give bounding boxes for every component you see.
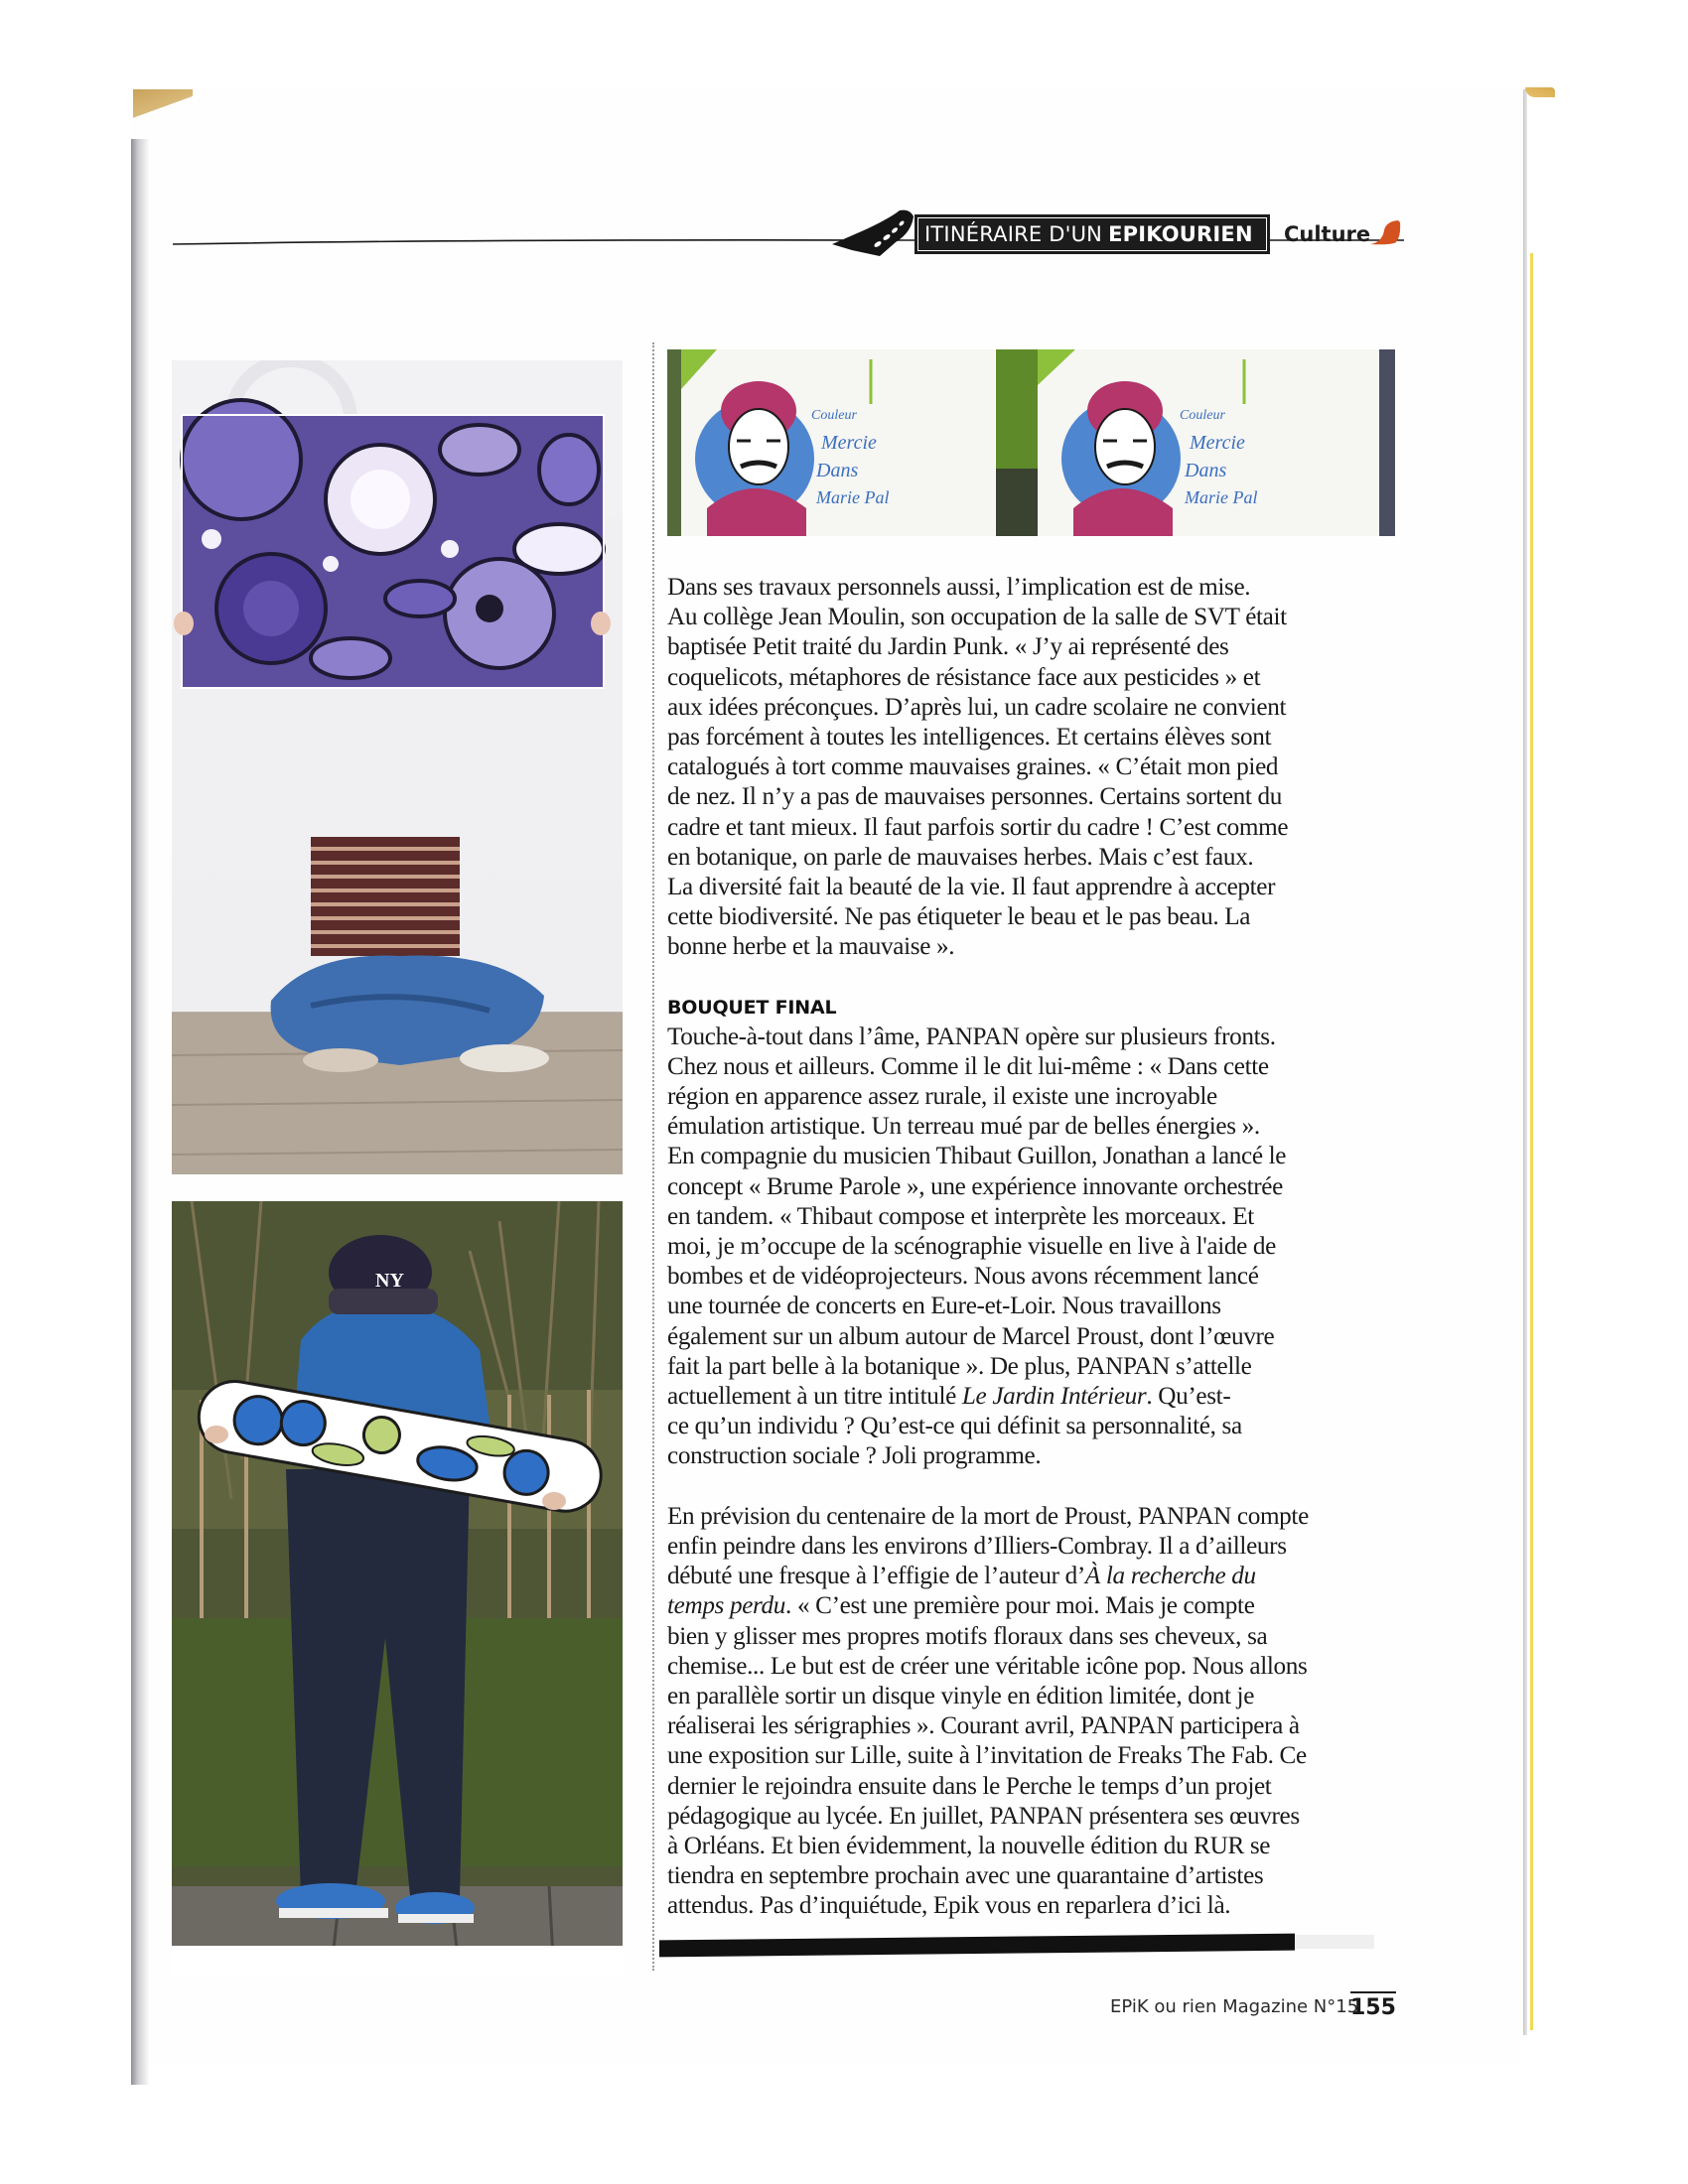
text-line: également sur un album autour de Marcel Proust, dont l’œuvre [667,1322,1275,1350]
article-end-bar-shadow [1295,1935,1374,1949]
paragraph-1 [667,573,1390,963]
paragraph-3-tail [667,1622,1390,1922]
text-line: en parallèle sortir un disque vinyle en édition limitée, dont je [667,1682,1255,1709]
photo-proust-mural-left [667,349,995,536]
text-line: bonne herbe et la mauvaise ». [667,933,955,961]
text-line: Touche-à-tout dans l’âme, PANPAN opère sur plusieurs fronts. [667,1023,1276,1050]
text-line: aux idées préconçues. D’après lui, un cadre scolaire ne convient [667,693,1287,721]
text-line: Chez nous et ailleurs. Comme il le dit lui-même : « Dans cette [667,1052,1269,1080]
column-divider [652,342,654,1971]
text-line: construction sociale ? Joli programme. [667,1442,1042,1470]
text-line: enfin peindre dans les environs d’Illiers-Combray. Il a d’ailleurs [667,1532,1287,1560]
text-line: fait la part belle à la botanique ». De plus, PANPAN s’attelle [667,1352,1252,1380]
text-line: de nez. Il n’y a pas de mauvaises personnes. Certains sortent du [667,783,1282,811]
svg-text:Marie Pal: Marie Pal [1185,487,1258,507]
text-run: . Qu’est- [1146,1383,1231,1411]
paragraph-spacer [667,1472,1390,1502]
text-run: . « C’est une première pour moi. Mais je compte [785,1592,1255,1620]
text-line: attendus. Pas d’inquiétude, Epik vous en reparlera d’ici là. [667,1892,1231,1920]
svg-text:Couleur: Couleur [1180,408,1225,423]
text-line [667,1591,1390,1621]
section-title-bold: EPIKOURIEN [1108,222,1253,246]
text-line: ce qu’un individu ? Qu’est-ce qui définit sa personnalité, sa [667,1413,1242,1440]
paragraph-2 [667,1023,1390,1382]
text-line: région en apparence assez rurale, il existe une incroyable [667,1083,1217,1111]
subheading-bouquet-final: BOUQUET FINAL [667,996,837,1019]
svg-text:Mercie: Mercie [1190,432,1245,454]
text-line: En compagnie du musicien Thibaut Guillon, Jonathan a lancé le [667,1143,1287,1170]
magazine-issue-label: EPiK ou rien Magazine N°15 [1110,1996,1359,2017]
page-number: 155 [1350,1991,1396,2020]
page-corner [133,89,193,119]
svg-text:Mercie: Mercie [821,432,877,454]
next-page-edge [1530,253,1533,2030]
category-label: Culture [1284,222,1371,246]
svg-text:Dans: Dans [1185,460,1227,481]
text-line: dernier le rejoindra ensuite dans le Perche le temps d’un projet [667,1772,1272,1800]
article-body [667,573,1390,1922]
text-line: pas forcément à toutes les intelligences. Et certains élèves sont [667,724,1272,751]
svg-text:Couleur: Couleur [811,408,857,423]
text-line: à Orléans. Et bien évidemment, la nouvelle édition du RUR se [667,1832,1271,1859]
text-line: baptisée Petit traité du Jardin Punk. « J’y ai représenté des [667,633,1229,661]
text-line [667,1562,1390,1591]
book-title-le-jardin-interieur: Le Jardin Intérieur [961,1383,1147,1411]
text-run: débuté une fresque à l’effigie de l’auteur d’ [667,1563,1085,1590]
text-line: cette biodiversité. Ne pas étiqueter le beau et le pas beau. La [667,903,1251,931]
page-gutter-shadow [131,139,149,2085]
text-line: Au collège Jean Moulin, son occupation de la salle de SVT était [667,604,1287,631]
page-right-edge [1523,89,1527,2035]
text-line: en tandem. « Thibaut compose et interprète les morceaux. Et [667,1202,1254,1230]
text-line: une tournée de concerts en Eure-et-Loir. Nous travaillons [667,1293,1221,1320]
text-line: concept « Brume Parole », une expérience innovante orchestrée [667,1172,1283,1200]
text-line: bombes et de vidéoprojecteurs. Nous avons récemment lancé [667,1263,1259,1291]
photo-skateboard [172,1201,623,1976]
paragraph-2-tail [667,1412,1390,1471]
text-line [667,1382,1390,1412]
text-line: La diversité fait la beauté de la vie. Il faut apprendre à accepter [667,874,1276,901]
text-line: moi, je m’occupe de la scénographie visuelle en live à l'aide de [667,1233,1276,1261]
text-line: réaliserai les sérigraphies ». Courant avril, PANPAN participera à [667,1712,1300,1740]
text-line: En prévision du centenaire de la mort de Proust, PANPAN compte [667,1502,1309,1530]
leaf-icon [1368,218,1402,246]
text-line: catalogués à tort comme mauvaises graines. « C’était mon pied [667,753,1279,781]
text-line: tiendra en septembre prochain avec une quarantaine d’artistes [667,1862,1264,1890]
text-line: cadre et tant mieux. Il faut parfois sortir du cadre ! C’est comme [667,813,1289,841]
text-line: une exposition sur Lille, suite à l’invitation de Freaks The Fab. Ce [667,1742,1307,1770]
photo-proust-mural-right [996,349,1395,536]
section-title-light: ITINÉRAIRE D'UN [924,222,1103,246]
svg-text:NY: NY [375,1270,404,1292]
photo-purple-canvas [172,360,623,1174]
text-line: chemise... Le but est de créer une véritable icône pop. Nous allons [667,1652,1308,1680]
text-line: en botanique, on parle de mauvaises herbes. Mais c’est faux. [667,843,1254,871]
book-title-temps-perdu: temps perdu [667,1592,786,1620]
road-icon [830,206,917,258]
svg-text:Marie Pal: Marie Pal [816,487,890,507]
text-run: actuellement à un titre intitulé [667,1383,962,1411]
svg-text:Dans: Dans [816,460,859,481]
text-line: Dans ses travaux personnels aussi, l’implication est de mise. [667,574,1251,601]
section-banner [914,214,1270,254]
book-title-recherche: À la recherche du [1084,1563,1256,1590]
text-line: émulation artistique. Un terreau mué par de belles énergies ». [667,1113,1260,1141]
text-line: coquelicots, métaphores de résistance face aux pesticides » et [667,663,1261,691]
next-page-corner [1525,87,1555,97]
text-line: pédagogique au lycée. En juillet, PANPAN présentera ses œuvres [667,1802,1300,1830]
text-line: bien y glisser mes propres motifs floraux dans ses cheveux, sa [667,1622,1268,1650]
